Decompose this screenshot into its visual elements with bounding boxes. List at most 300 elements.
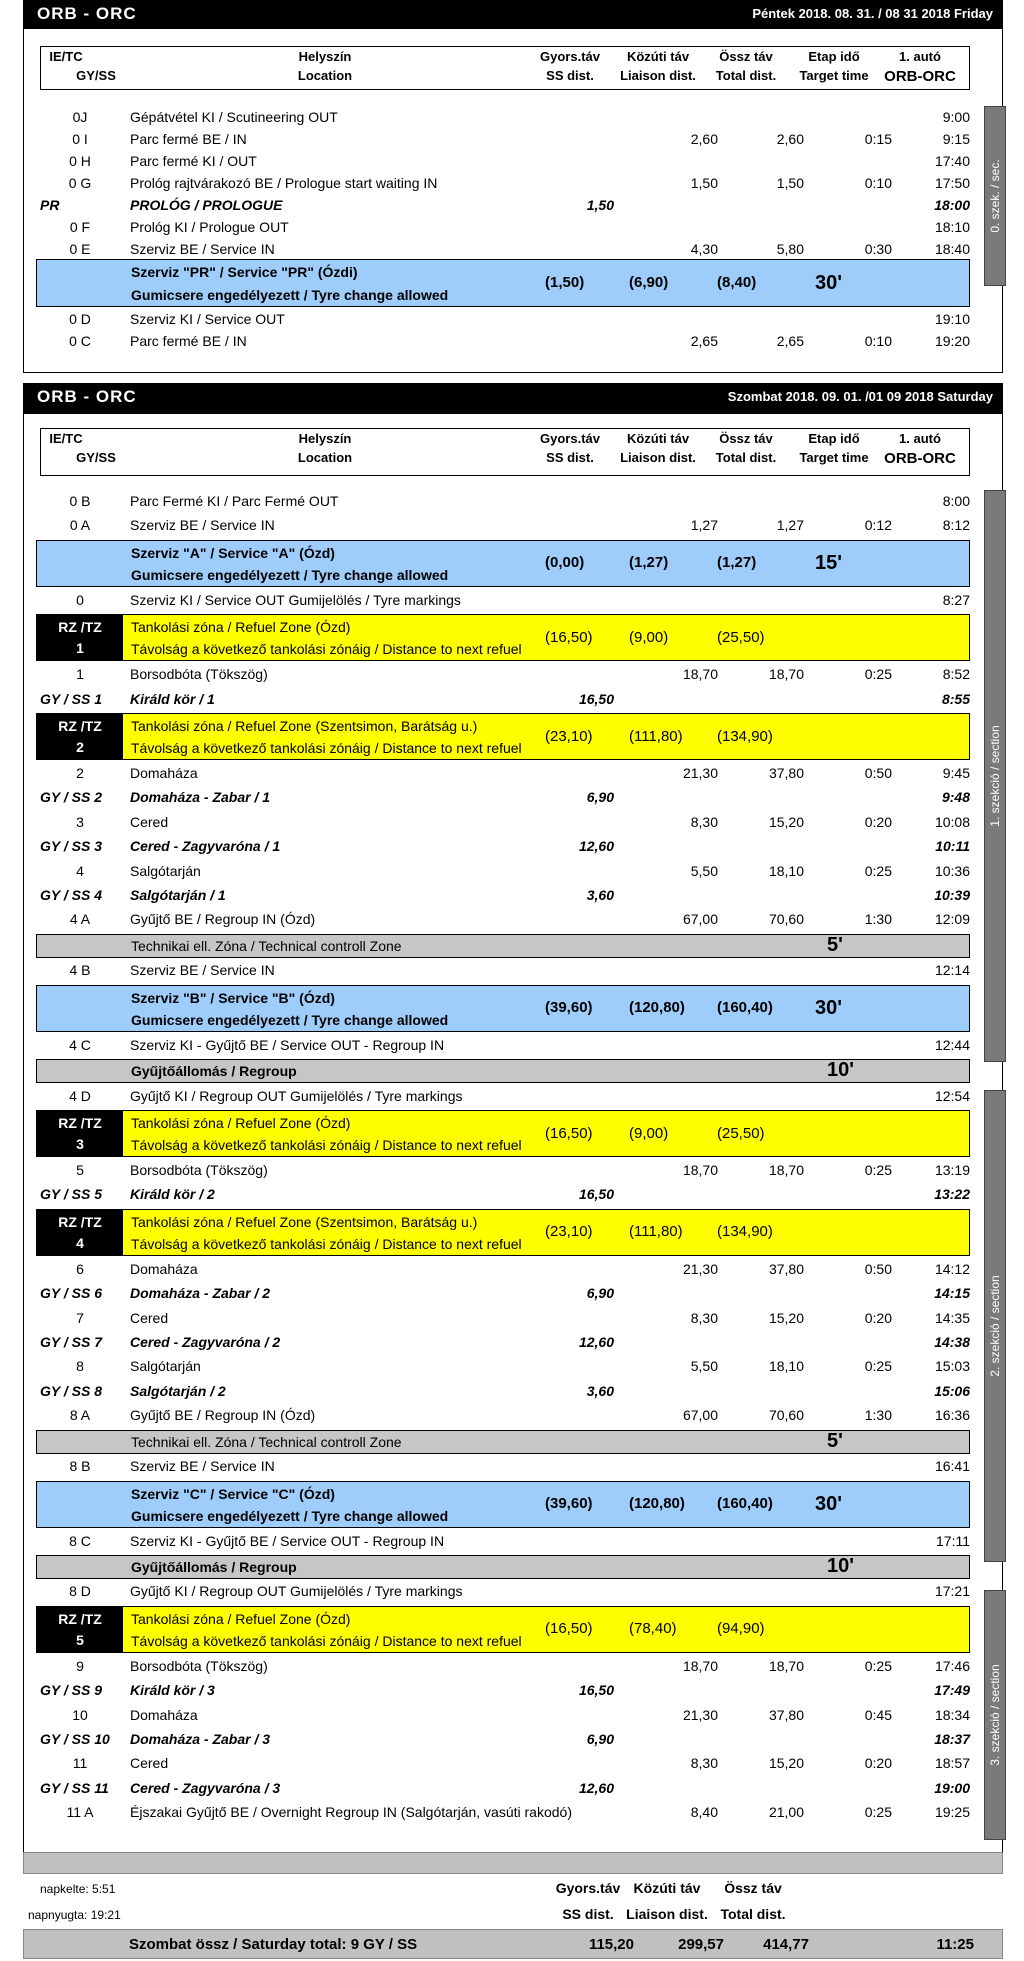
total-distance: 414,77	[763, 1936, 809, 1953]
refuel-zone-code: RZ /TZ	[58, 1610, 102, 1627]
control-zone-label: Gyűjtőállomás / Regroup	[131, 1063, 297, 1080]
refuel-zone-number: 4	[76, 1234, 84, 1251]
box-line-2: Távolság a következő tankolási zónáig / Distance to next refuel	[131, 1137, 522, 1153]
box-ss: (16,50)	[545, 1124, 593, 1142]
cell-cl: 17:11	[936, 1532, 970, 1549]
cell-ti: 0:25	[864, 1804, 892, 1821]
cell-ti: 0:12	[864, 517, 892, 534]
control-zone-box	[36, 934, 970, 958]
cell-cl: 18:00	[934, 197, 970, 213]
itinerary-row	[36, 762, 970, 786]
box-ss: (16,50)	[545, 1620, 593, 1638]
itinerary-row	[36, 1704, 970, 1728]
cell-code: 8 D	[69, 1583, 91, 1600]
cell-loc: Prológ KI / Prologue OUT	[130, 219, 289, 235]
cell-loc: Salgótarján / 1	[130, 887, 226, 903]
cell-loc: Domaháza - Zabar / 1	[130, 789, 271, 806]
refuel-zone-badge	[37, 1210, 123, 1255]
cell-loc: Szerviz BE / Service IN	[130, 517, 275, 534]
cell-loc: Parc fermé BE / IN	[130, 131, 247, 147]
cell-cl: 10:11	[935, 838, 970, 855]
cell-loc: Borsodbóta (Tökszög)	[130, 1162, 268, 1178]
footer-li-sub: Liaison dist.	[626, 1906, 708, 1922]
sunrise: napkelte: 5:51	[40, 1882, 116, 1896]
cell-cl: 16:36	[934, 1407, 970, 1424]
box-line-1: Tankolási zóna / Refuel Zone (Ózd)	[131, 1115, 351, 1131]
cell-ti: 0:20	[864, 813, 892, 830]
refuel-zone-badge	[37, 615, 123, 660]
cell-cl: 17:50	[934, 175, 970, 191]
itinerary-row	[36, 959, 970, 983]
cell-li: 21,30	[682, 765, 718, 781]
itinerary-row	[36, 1801, 970, 1825]
itinerary-row	[36, 194, 970, 218]
cell-cl: 17:46	[934, 1657, 970, 1674]
cell-code: 6	[76, 1260, 84, 1277]
cell-code: 9	[76, 1657, 84, 1674]
cell-cl: 8:55	[941, 690, 970, 707]
special-stage-row	[36, 1728, 970, 1752]
cell-code: 4 B	[69, 962, 91, 979]
cell-cl: 19:10	[934, 311, 970, 327]
cell-ti: 0:20	[864, 1309, 892, 1326]
itinerary-row	[36, 128, 970, 152]
cell-loc: Cered	[130, 1755, 169, 1772]
box-time: 15'	[815, 552, 843, 575]
cell-ss: 12,60	[578, 838, 614, 855]
box-liaison: (9,00)	[629, 1124, 669, 1142]
cell-ti: 0:30	[864, 241, 892, 257]
day2-rally-name: ORB - ORC	[37, 387, 137, 406]
box-liaison: (6,90)	[629, 274, 669, 291]
box-ss: (39,60)	[545, 999, 593, 1017]
box-total: (1,27)	[717, 554, 757, 572]
cell-ti: 0:25	[864, 666, 892, 683]
header-code1: IE/TC	[49, 49, 83, 64]
box-liaison: (111,80)	[629, 727, 683, 745]
refuel-zone-badge	[37, 714, 123, 759]
footer-ss-header: Gyors.táv	[555, 1880, 621, 1896]
header-ti1: Etap idő	[808, 431, 860, 446]
cell-ti: 0:10	[864, 175, 892, 191]
itinerary-row	[36, 490, 970, 514]
cell-code: 8 A	[69, 1407, 91, 1424]
box-line-1: Szerviz "B" / Service "B" (Ózd)	[131, 989, 335, 1006]
cell-code: 4	[76, 862, 84, 879]
header-cl2_day1: ORB-ORC	[884, 68, 956, 85]
cell-to: 1,50	[776, 175, 804, 191]
cell-to: 70,60	[768, 911, 804, 928]
cell-li: 21,30	[682, 1706, 718, 1723]
header-ss2: SS dist.	[546, 68, 594, 83]
cell-ti: 0:20	[864, 1755, 892, 1772]
box-liaison: (120,80)	[629, 999, 685, 1017]
box-total: (134,90)	[717, 1223, 773, 1241]
special-stage-row	[36, 884, 970, 908]
box-ss: (0,00)	[545, 554, 585, 572]
cell-loc: Gyűjtő KI / Regroup OUT Gumijelölés / Tyre markings	[130, 1583, 463, 1600]
service-box	[36, 1481, 970, 1528]
cell-code: 4 A	[69, 911, 91, 928]
box-line-2: Gumicsere engedélyezett / Tyre change allowed	[131, 1507, 449, 1524]
section-2-label: 2. szekció / section	[984, 1090, 1006, 1562]
cell-li: 2,65	[690, 333, 718, 349]
cell-ss: 12,60	[578, 1779, 614, 1796]
cell-cl: 8:52	[942, 666, 970, 683]
cell-cl: 18:10	[934, 219, 970, 235]
cell-code: 2	[76, 765, 84, 781]
cell-cl: 10:08	[934, 813, 970, 830]
box-line-2: Távolság a következő tankolási zónáig / Distance to next refuel	[131, 1632, 522, 1649]
cell-to: 5,80	[776, 241, 804, 257]
cell-loc: Szerviz BE / Service IN	[130, 1458, 275, 1475]
cell-cl: 18:37	[934, 1731, 970, 1747]
cell-loc: PROLÓG / PROLOGUE	[130, 197, 283, 213]
cell-to: 2,60	[776, 131, 804, 147]
itinerary-row	[36, 150, 970, 174]
cell-li: 2,60	[690, 131, 718, 147]
service-box	[36, 540, 970, 587]
cell-cl: 9:45	[942, 765, 970, 781]
cell-code: 8 C	[69, 1532, 91, 1549]
header-to1: Össz táv	[719, 49, 773, 64]
header-code2: GY/SS	[76, 450, 116, 465]
cell-loc: Domaháza	[130, 1706, 198, 1723]
itinerary-row	[36, 860, 970, 884]
itinerary-row	[36, 1034, 970, 1058]
cell-code: GY / SS 5	[40, 1186, 102, 1203]
box-line-1: Tankolási zóna / Refuel Zone (Ózd)	[131, 1610, 351, 1627]
cell-loc: Borsodbóta (Tökszög)	[130, 666, 268, 683]
control-zone-box	[36, 1555, 970, 1579]
box-line-2: Gumicsere engedélyezett / Tyre change allowed	[131, 566, 449, 583]
cell-ti: 0:25	[864, 862, 892, 879]
cell-code: 0 A	[69, 517, 91, 534]
cell-code: GY / SS 11	[40, 1779, 109, 1796]
cell-code: PR	[40, 197, 60, 213]
total-ss: 115,20	[588, 1936, 634, 1953]
control-zone-time: 10'	[827, 1554, 855, 1577]
cell-cl: 13:19	[934, 1162, 970, 1178]
itinerary-row	[36, 663, 970, 687]
cell-to: 18,70	[768, 1657, 804, 1674]
service-box	[36, 985, 970, 1032]
cell-code: GY / SS 9	[40, 1682, 102, 1699]
cell-to: 15,20	[768, 1755, 804, 1772]
cell-cl: 12:44	[934, 1036, 970, 1053]
cell-loc: Domaháza - Zabar / 3	[130, 1731, 271, 1747]
box-time: 30'	[815, 997, 843, 1020]
itinerary-row	[36, 1307, 970, 1331]
header-ti2: Target time	[799, 450, 869, 465]
cell-cl: 10:39	[934, 887, 970, 903]
box-time: 30'	[815, 272, 843, 294]
itinerary-row	[36, 1580, 970, 1604]
cell-cl: 8:27	[942, 591, 970, 608]
control-zone-label: Gyűjtőállomás / Regroup	[131, 1558, 297, 1575]
cell-loc: Éjszakai Gyűjtő BE / Overnight Regroup IN (Salgótarján, vasúti rakodó)	[130, 1804, 572, 1821]
cell-cl: 15:03	[934, 1358, 970, 1375]
refuel-zone-number: 1	[76, 640, 84, 657]
refuel-zone-number: 5	[76, 1631, 84, 1648]
itinerary-row	[36, 106, 970, 130]
header-ss1: Gyors.táv	[540, 49, 600, 64]
cell-cl: 16:41	[934, 1458, 970, 1475]
control-zone-time: 5'	[827, 933, 843, 956]
cell-cl: 9:00	[942, 109, 970, 125]
cell-loc: Parc fermé KI / OUT	[130, 153, 257, 169]
cell-code: 11 A	[66, 1804, 94, 1821]
box-total: (25,50)	[717, 1124, 765, 1142]
box-line-2: Távolság a következő tankolási zónáig / Distance to next refuel	[131, 1235, 522, 1252]
special-stage-row	[36, 786, 970, 810]
cell-to: 15,20	[768, 1309, 804, 1326]
cell-to: 18,10	[768, 862, 804, 879]
header-li1: Közúti táv	[626, 431, 690, 446]
cell-ti: 0:10	[864, 333, 892, 349]
control-zone-time: 5'	[827, 1429, 843, 1452]
special-stage-row	[36, 688, 970, 712]
day1-section-label: 0. szek. / sec.	[984, 106, 1006, 286]
itinerary-row	[36, 330, 970, 354]
cell-loc: Domaháza	[130, 1260, 198, 1277]
cell-cl: 19:25	[934, 1804, 970, 1821]
itinerary-row	[36, 1455, 970, 1479]
cell-loc: Cered - Zagyvaróna / 2	[130, 1334, 281, 1350]
cell-li: 8,30	[690, 813, 718, 830]
cell-li: 5,50	[690, 1358, 718, 1375]
cell-loc: Szerviz BE / Service IN	[130, 241, 275, 257]
box-ss: (39,60)	[545, 1495, 593, 1512]
cell-cl: 8:12	[942, 517, 970, 534]
cell-code: 0 H	[69, 153, 91, 169]
cell-cl: 15:06	[934, 1382, 970, 1399]
cell-code: 7	[76, 1309, 84, 1326]
cell-loc: Borsodbóta (Tökszög)	[130, 1657, 268, 1674]
box-line-2: Gumicsere engedélyezett / Tyre change allowed	[131, 287, 449, 303]
header-loc2: Location	[297, 450, 353, 465]
header-loc1: Helyszín	[298, 49, 352, 64]
cell-cl: 9:15	[942, 131, 970, 147]
box-ss: (1,50)	[545, 274, 585, 291]
cell-code: 0 I	[72, 131, 88, 147]
special-stage-row	[36, 1777, 970, 1801]
cell-loc: Parc Fermé KI / Parc Fermé OUT	[130, 493, 339, 509]
itinerary-row	[36, 1085, 970, 1109]
cell-code: 4 D	[69, 1087, 91, 1104]
cell-loc: Szerviz KI / Service OUT Gumijelölés / Tyre markings	[130, 591, 461, 608]
itinerary-row	[36, 1655, 970, 1679]
box-line-1: Szerviz "C" / Service "C" (Ózd)	[131, 1485, 335, 1502]
control-zone-label: Technikai ell. Zóna / Technical controll Zone	[131, 1433, 402, 1450]
cell-loc: Parc fermé BE / IN	[130, 333, 247, 349]
sunset: napnyugta: 19:21	[28, 1908, 121, 1922]
special-stage-row	[36, 1331, 970, 1355]
refuel-zone-box	[36, 1209, 970, 1256]
footer-li-header: Közúti táv	[633, 1880, 701, 1896]
cell-code: 0 G	[68, 175, 92, 191]
cell-cl: 18:40	[934, 241, 970, 257]
header-to2: Total dist.	[715, 68, 777, 83]
cell-ti: 0:25	[864, 1657, 892, 1674]
cell-ss: 16,50	[578, 690, 614, 707]
cell-cl: 14:15	[934, 1285, 970, 1302]
special-stage-row	[36, 1183, 970, 1207]
total-time: 11:25	[936, 1936, 974, 1953]
day1-title-bar	[23, 0, 1003, 28]
header-li1: Közúti táv	[626, 49, 690, 64]
refuel-zone-box	[36, 614, 970, 661]
cell-loc: Gyűjtő KI / Regroup OUT Gumijelölés / Tyre markings	[130, 1087, 463, 1104]
cell-to: 37,80	[768, 765, 804, 781]
header-code2: GY/SS	[76, 68, 116, 83]
cell-loc: Salgótarján	[130, 1358, 201, 1375]
footer-to-sub: Total dist.	[720, 1906, 786, 1922]
box-total: (134,90)	[717, 727, 773, 745]
cell-code: 0 B	[69, 493, 91, 509]
cell-cl: 18:34	[934, 1706, 970, 1723]
cell-li: 67,00	[682, 1407, 718, 1424]
header-to1: Össz táv	[719, 431, 773, 446]
box-liaison: (78,40)	[629, 1620, 677, 1638]
itinerary-row	[36, 811, 970, 835]
cell-loc: Gyűjtő BE / Regroup IN (Ózd)	[130, 1407, 316, 1424]
cell-to: 37,80	[768, 1260, 804, 1277]
cell-loc: Salgótarján	[130, 862, 201, 879]
itinerary-row	[36, 172, 970, 196]
cell-loc: Szerviz KI / Service OUT	[130, 311, 285, 327]
cell-loc: Cered	[130, 813, 169, 830]
cell-loc: Cered - Zagyvaróna / 3	[130, 1779, 281, 1796]
cell-li: 5,50	[690, 862, 718, 879]
cell-loc: Királd kör / 3	[130, 1682, 215, 1699]
cell-ss: 16,50	[578, 1682, 614, 1699]
cell-ti: 0:45	[864, 1706, 892, 1723]
header-ss1: Gyors.táv	[540, 431, 600, 446]
cell-loc: Salgótarján / 2	[130, 1382, 226, 1399]
control-zone-box	[36, 1059, 970, 1083]
footer-divider	[23, 1852, 1003, 1874]
header-to2: Total dist.	[715, 450, 777, 465]
cell-ti: 0:15	[864, 131, 892, 147]
header-loc2: Location	[297, 68, 353, 83]
service-box	[36, 259, 970, 307]
cell-li: 18,70	[682, 1162, 718, 1178]
special-stage-row	[36, 835, 970, 859]
refuel-zone-code: RZ /TZ	[58, 619, 102, 636]
refuel-zone-code: RZ /TZ	[58, 1213, 102, 1230]
box-total: (25,50)	[717, 628, 765, 646]
refuel-zone-code: RZ /TZ	[58, 1115, 102, 1131]
cell-ti: 0:25	[864, 1358, 892, 1375]
box-line-2: Gumicsere engedélyezett / Tyre change allowed	[131, 1011, 449, 1028]
cell-loc: Gépátvétel KI / Scutineering OUT	[130, 109, 338, 125]
saturday-total-bar	[23, 1929, 1003, 1959]
cell-cl: 19:20	[934, 333, 970, 349]
cell-code: GY / SS 6	[40, 1285, 102, 1302]
day2-title-bar	[23, 383, 1003, 413]
cell-code: GY / SS 3	[40, 838, 102, 855]
cell-to: 18,70	[768, 666, 804, 683]
cell-to: 18,10	[768, 1358, 804, 1375]
refuel-zone-code: RZ /TZ	[58, 718, 102, 734]
cell-loc: Cered - Zagyvaróna / 1	[130, 838, 281, 855]
itinerary-row	[36, 308, 970, 332]
cell-code: GY / SS 7	[40, 1334, 102, 1350]
header-ti2: Target time	[799, 68, 869, 83]
control-zone-label: Technikai ell. Zóna / Technical controll Zone	[131, 937, 402, 954]
cell-li: 18,70	[682, 666, 718, 683]
itinerary-row	[36, 1404, 970, 1428]
cell-li: 8,30	[690, 1755, 718, 1772]
cell-loc: Királd kör / 1	[130, 690, 215, 707]
cell-code: 0J	[72, 109, 88, 125]
cell-code: 0 E	[69, 241, 91, 257]
cell-code: 11	[72, 1755, 88, 1772]
cell-cl: 17:40	[934, 153, 970, 169]
cell-ti: 0:50	[864, 765, 892, 781]
box-total: (8,40)	[717, 274, 757, 291]
itinerary-row	[36, 1159, 970, 1183]
day1-rally-name: ORB - ORC	[37, 4, 137, 23]
box-liaison: (111,80)	[629, 1223, 683, 1241]
special-stage-row	[36, 1679, 970, 1703]
itinerary-row	[36, 1530, 970, 1554]
itinerary-row	[36, 1258, 970, 1282]
header-cl1: 1. autó	[899, 431, 941, 446]
cell-li: 18,70	[682, 1657, 718, 1674]
cell-loc: Szerviz KI - Gyűjtő BE / Service OUT - Regroup IN	[130, 1036, 445, 1053]
cell-to: 21,00	[768, 1804, 804, 1821]
cell-code: 5	[76, 1162, 84, 1178]
special-stage-row	[36, 1380, 970, 1404]
box-total: (160,40)	[717, 999, 773, 1017]
cell-cl: 18:57	[934, 1755, 970, 1772]
cell-ss: 16,50	[578, 1186, 614, 1203]
cell-cl: 14:12	[934, 1260, 970, 1277]
cell-li: 4,30	[690, 241, 718, 257]
cell-cl: 12:09	[934, 911, 970, 928]
header-code1: IE/TC	[49, 431, 83, 446]
refuel-zone-box	[36, 713, 970, 760]
refuel-zone-box	[36, 1606, 970, 1653]
cell-code: 10	[72, 1706, 88, 1723]
header-cl2_day2: ORB-ORC	[884, 450, 956, 467]
cell-code: GY / SS 1	[40, 690, 102, 707]
cell-li: 8,40	[690, 1804, 718, 1821]
cell-cl: 13:22	[934, 1186, 970, 1203]
itinerary-row	[36, 1752, 970, 1776]
header-ti1: Etap idő	[808, 49, 860, 64]
cell-cl: 17:49	[934, 1682, 970, 1699]
cell-ti: 1:30	[864, 1407, 892, 1424]
cell-cl: 10:36	[934, 862, 970, 879]
cell-code: 8	[76, 1358, 84, 1375]
refuel-zone-badge	[37, 1607, 123, 1652]
box-line-1: Szerviz "A" / Service "A" (Ózd)	[131, 544, 335, 561]
box-total: (94,90)	[717, 1620, 765, 1638]
section-3-label: 3. szekció / section	[984, 1590, 1006, 1840]
cell-code: GY / SS 4	[40, 887, 102, 903]
cell-li: 8,30	[690, 1309, 718, 1326]
cell-code: 0 C	[69, 333, 91, 349]
box-time: 30'	[815, 1493, 843, 1515]
header-loc1: Helyszín	[298, 431, 352, 446]
cell-ti: 0:50	[864, 1260, 892, 1277]
box-liaison: (120,80)	[629, 1495, 685, 1512]
cell-li: 21,30	[682, 1260, 718, 1277]
cell-li: 1,50	[690, 175, 718, 191]
